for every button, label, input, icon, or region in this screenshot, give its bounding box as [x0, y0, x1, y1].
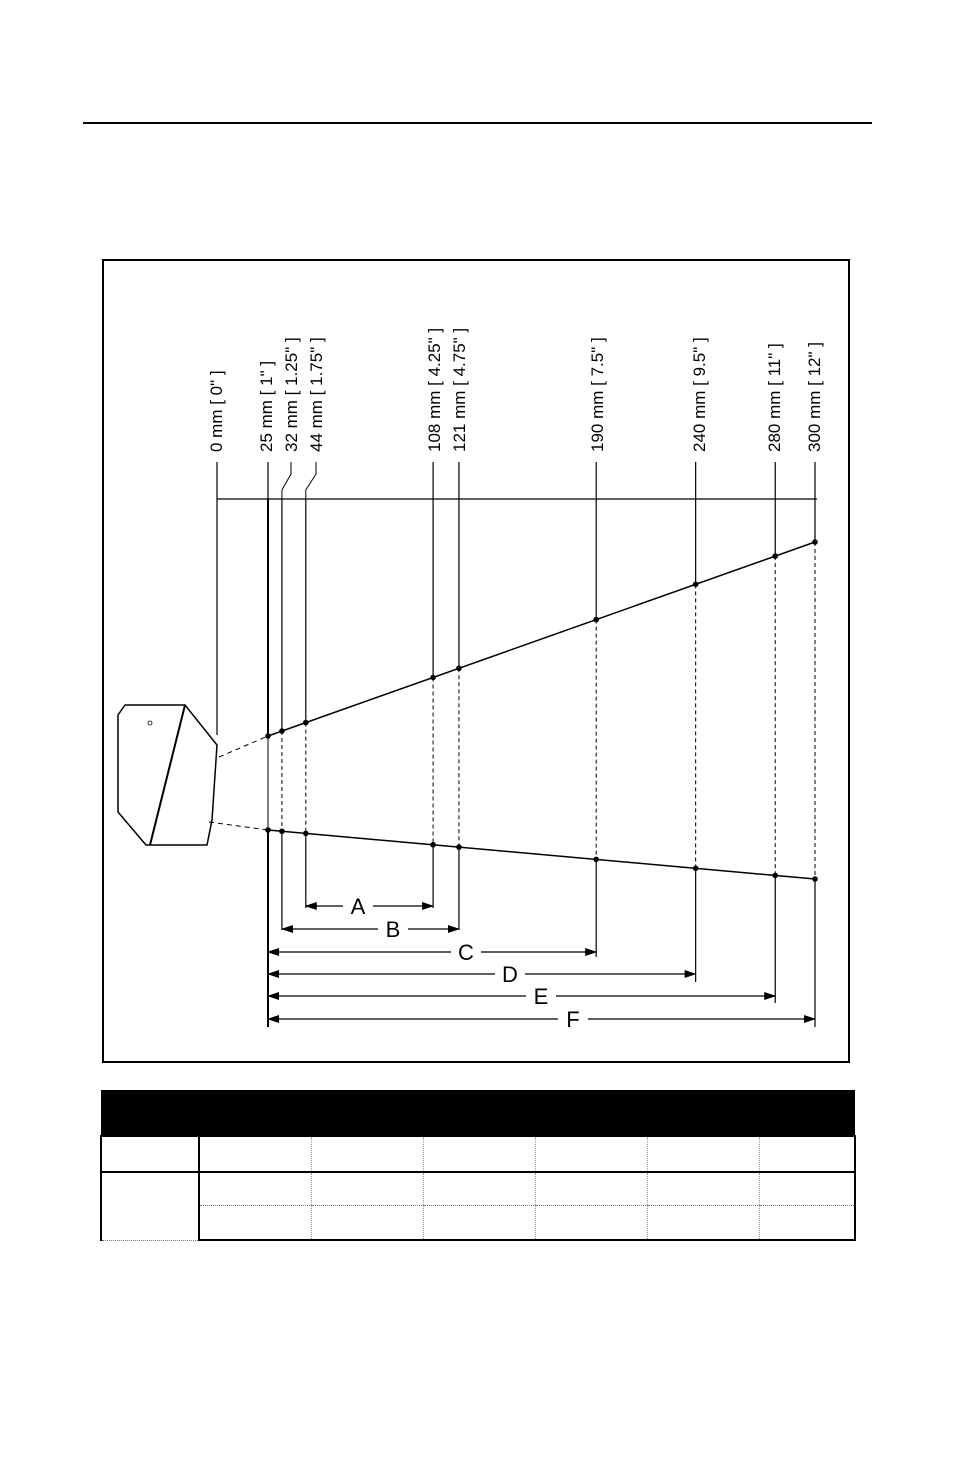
- distance-label: 32 mm [ 1.25" ]: [282, 337, 301, 452]
- table-cell: [311, 1206, 423, 1241]
- table-cell: [199, 1206, 311, 1241]
- distance-label: 0 mm [ 0" ]: [207, 370, 226, 452]
- range-label: B: [385, 917, 401, 942]
- distance-tick-connector: [306, 462, 316, 499]
- beam-lower-edge: [268, 830, 815, 879]
- distance-label: 121 mm [ 4.75" ]: [450, 327, 469, 452]
- beam-upper-edge: [268, 542, 815, 736]
- specification-table: [100, 1090, 856, 1241]
- table-row: [101, 1172, 855, 1206]
- table-cell: [311, 1136, 423, 1172]
- range-label: F: [566, 1007, 580, 1032]
- table-cell: [535, 1172, 647, 1206]
- distance-label: 240 mm [ 9.5" ]: [690, 337, 709, 452]
- table-cell: [647, 1136, 759, 1172]
- table-header-row: [101, 1090, 855, 1136]
- distance-label: 44 mm [ 1.75" ]: [307, 337, 326, 452]
- distance-label: 108 mm [ 4.25" ]: [425, 327, 444, 452]
- table-cell: [535, 1136, 647, 1172]
- table-cell: [311, 1172, 423, 1206]
- table-cell: [423, 1136, 535, 1172]
- table-row: [101, 1206, 855, 1241]
- distance-label: 190 mm [ 7.5" ]: [588, 337, 607, 452]
- table-cell: [759, 1136, 855, 1172]
- range-label: D: [502, 962, 518, 987]
- beam-projection: [219, 736, 268, 757]
- beam-projection: [209, 822, 268, 830]
- table-cell: [423, 1206, 535, 1241]
- range-label: C: [458, 940, 474, 965]
- scanner-device-icon: [118, 705, 217, 845]
- table-cell: [759, 1172, 855, 1206]
- distance-label: 280 mm [ 11" ]: [765, 343, 784, 452]
- table-row: [101, 1136, 855, 1172]
- table-cell: [101, 1172, 199, 1240]
- distance-tick-connector: [282, 462, 291, 499]
- table-cell: [101, 1136, 199, 1172]
- table-cell: [199, 1136, 311, 1172]
- distance-label: 300 mm [ 12" ]: [805, 342, 824, 452]
- distance-label: 25 mm [ 1" ]: [257, 360, 276, 452]
- table-cell: [535, 1206, 647, 1241]
- table-cell: [199, 1172, 311, 1206]
- table-cell: [647, 1206, 759, 1241]
- table-header-cell: [101, 1090, 855, 1136]
- range-label: A: [350, 894, 366, 919]
- table-cell: [647, 1172, 759, 1206]
- table-cell: [759, 1206, 855, 1241]
- range-label: E: [533, 984, 549, 1009]
- table-cell: [423, 1172, 535, 1206]
